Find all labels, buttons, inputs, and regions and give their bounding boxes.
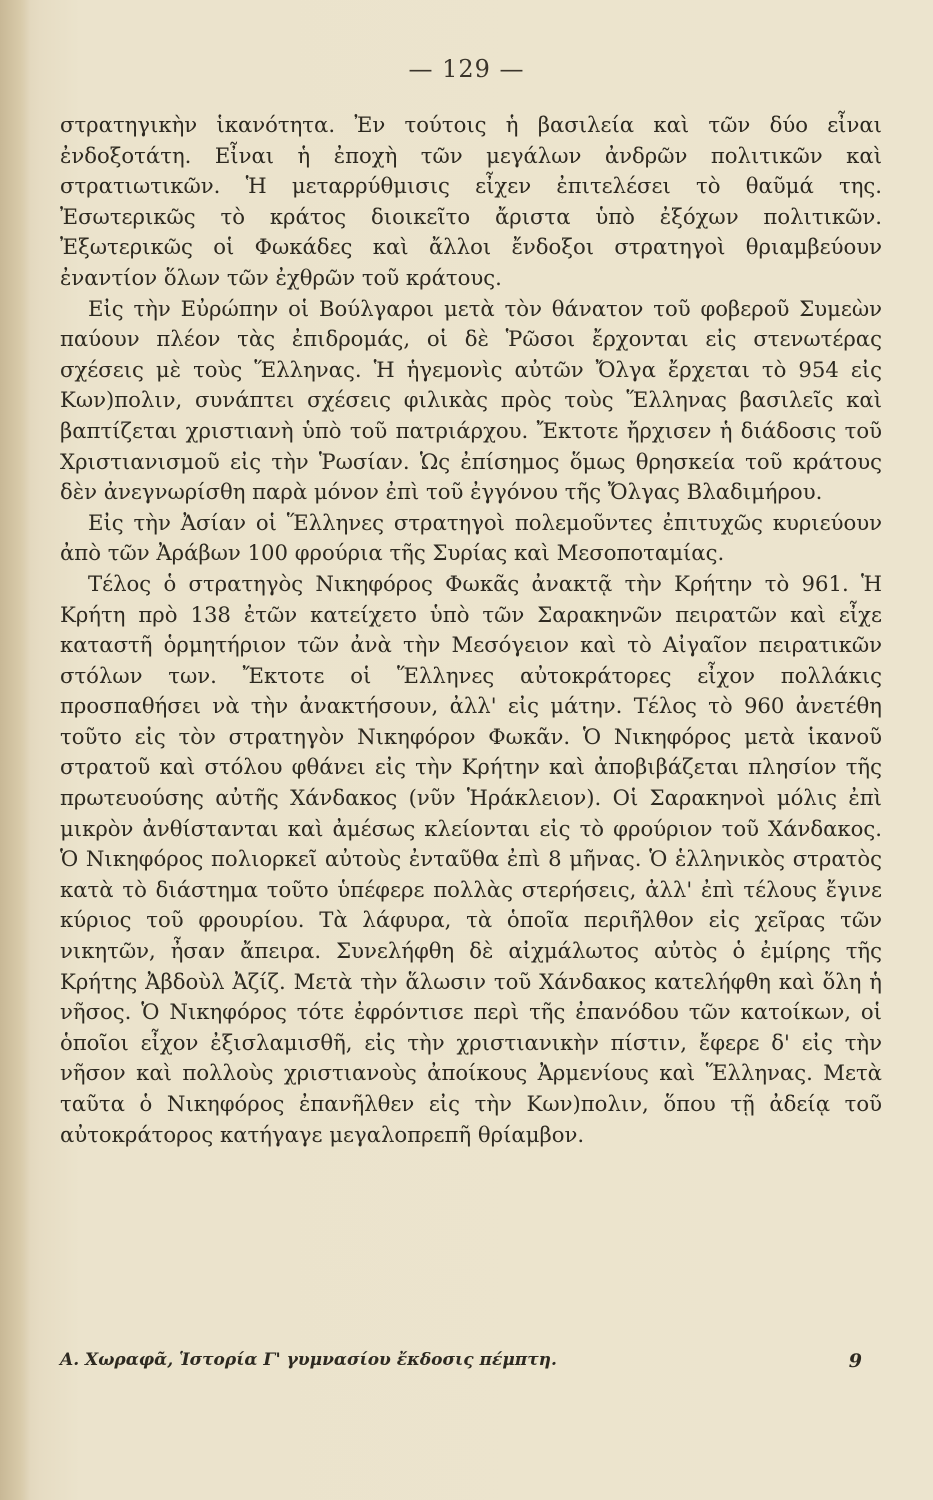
paragraph-4: Τέλος ὁ στρατηγὸς Νικηφόρος Φωκᾶς ἀνακτᾷ τὴν Κρήτην τὸ 961. Ἡ Κρήτη πρὸ 138 ἐτῶν κατείχετο ὑπὸ τῶν Σαρακηνῶν πειρατῶν καὶ εἶχε καταστῆ ὁρμητήριον τῶν ἀνὰ τὴν Μεσόγειον καὶ τὸ Αἰγαῖον πειρατικῶν στόλων των. Ἔκτοτε οἱ Ἕλληνες αὐτοκράτορες εἶχον πολλάκις προσπαθήσει νὰ τὴν ἀνακτήσουν, ἀλλ' εἰς μάτην. Τέλος τὸ 960 ἀνετέθη τοῦτο εἰς τὸν στρατηγὸν Νικηφόρον Φωκᾶν. Ὁ Νικηφόρος μετὰ ἱκανοῦ στρατοῦ καὶ στόλου φθάνει εἰς τὴν Κρήτην καὶ ἀποβιβάζεται πλησίον τῆς πρωτευούσης αὐτῆς Χάνδακος (νῦν Ἡράκλειον). Οἱ Σαρακηνοὶ μόλις ἐπὶ μικρὸν ἀνθίστανται καὶ ἀμέσως κλείονται εἰς τὸ φρούριον τοῦ Χάνδακος. Ὁ Νικηφόρος πολιορκεῖ αὐτοὺς ἐνταῦθα ἐπὶ 8 μῆνας. Ὁ ἑλληνικὸς στρατὸς κατὰ τὸ διάστημα τοῦτο ὑπέφερε πολλὰς στερήσεις, ἀλλ' ἐπὶ τέλους ἔγινε κύριος τοῦ φρουρίου. Τὰ λάφυρα, τὰ ὁποῖα περιῆλθον εἰς χεῖρας τῶν νικητῶν, ἦσαν ἄπειρα. Συνελήφθη δὲ αἰχμάλωτος αὐτὸς ὁ ἐμίρης τῆς Κρήτης Ἀβδοὺλ Ἀζίζ. Μετὰ τὴν ἅλωσιν τοῦ Χάνδακος κατελήφθη καὶ ὅλη ἡ νῆσος. Ὁ Νικηφόρος τότε ἐφρόντισε περὶ τῆς ἐπανόδου τῶν κατοίκων, οἱ ὁποῖοι εἶχον ἐξισλαμισθῆ, εἰς τὴν χριστιανικὴν πίστιν, ἔφερε δ' εἰς τὴν νῆσον καὶ πολλοὺς χριστιανοὺς ἀποίκους Ἀρμενίους καὶ Ἕλληνας. Μετὰ ταῦτα ὁ Νικηφόρος ἐπανῆλθεν εἰς τὴν Κων)πολιν, ὅπου τῇ ἀδείᾳ τοῦ αὐτοκράτορος κατήγαγε μεγαλοπρεπῆ θρίαμβον. bbox=[60, 570, 882, 1147]
paragraph-2: Εἰς τὴν Εὐρώπην οἱ Βούλγαροι μετὰ τὸν θάνατον τοῦ φοβεροῦ Συμεὼν παύουν πλέον τὰς ἐπιδρομάς, οἱ δὲ Ῥῶσοι ἔρχονται εἰς στενωτέρας σχέσεις μὲ τοὺς Ἕλληνας. Ἡ ἡγεμονὶς αὐτῶν Ὄλγα ἔρχεται τὸ 954 εἰς Κων)πολιν, συνάπτει σχέσεις φιλικὰς πρὸς τοὺς Ἕλληνας βασιλεῖς καὶ βαπτίζεται χριστιανὴ ὑπὸ τοῦ πατριάρχου. Ἔκτοτε ἤρχισεν ἡ διάδοσις τοῦ Χριστιανισμοῦ εἰς τὴν Ῥωσίαν. Ὡς ἐπίσημος ὅμως θρησκεία τοῦ κράτους δὲν ἀνεγνωρίσθη παρὰ μόνον ἐπὶ τοῦ ἐγγόνου τῆς Ὄλγας Βλαδιμήρου. bbox=[60, 295, 882, 505]
footer-citation: Α. Χωραφᾶ, Ἱστορία Γ' γυμνασίου ἔκδοσις πέμπτη. bbox=[60, 1350, 557, 1370]
paragraph-1: στρατηγικὴν ἱκανότητα. Ἐν τούτοις ἡ βασιλεία καὶ τῶν δύο εἶναι ἐνδοξοτάτη. Εἶναι ἡ ἐποχὴ τῶν μεγάλων ἀνδρῶν πολιτικῶν καὶ στρατιωτικῶν. Ἡ μεταρρύθμισις εἶχεν ἐπιτελέσει τὸ θαῦμά της. Ἐσωτερικῶς τὸ κράτος διοικεῖτο ἄριστα ὑπὸ ἐξόχων πολιτικῶν. Ἐξωτερικῶς οἱ Φωκάδες καὶ ἄλλοι ἔνδοξοι στρατηγοὶ θριαμβεύουν ἐναντίον ὅλων τῶν ἐχθρῶν τοῦ κράτους. bbox=[60, 112, 882, 290]
paragraph-3: Εἰς τὴν Ἀσίαν οἱ Ἕλληνες στρατηγοὶ πολεμοῦντες ἐπιτυχῶς κυριεύουν ἀπὸ τῶν Ἀράβων 100 φρούρια τῆς Συρίας καὶ Μεσοποταμίας. bbox=[60, 509, 882, 566]
signature-mark: 9 bbox=[848, 1350, 862, 1372]
page-gutter bbox=[0, 0, 30, 1500]
footer bbox=[60, 1350, 882, 1372]
page-number: — 129 — bbox=[408, 55, 525, 83]
body-text bbox=[60, 110, 882, 1150]
